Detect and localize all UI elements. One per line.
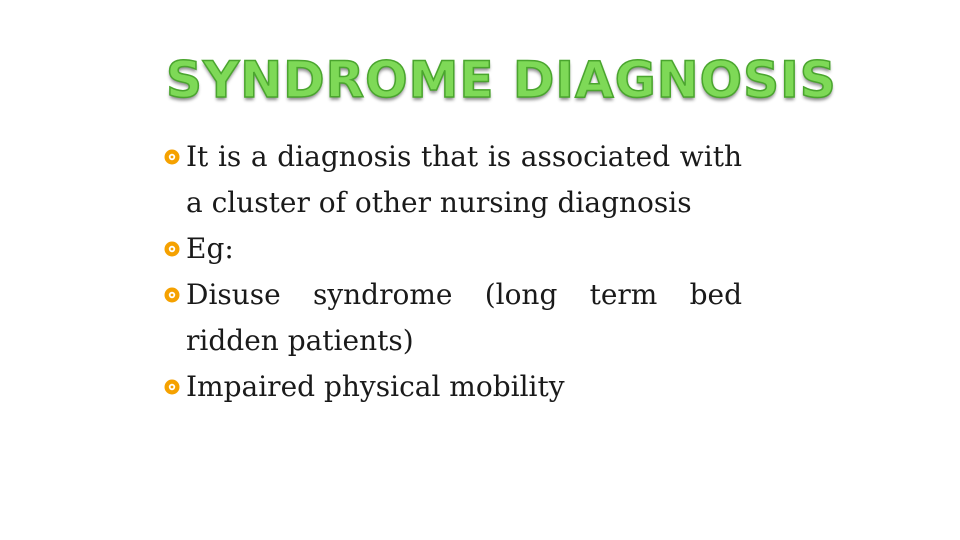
bullet-item xyxy=(164,272,742,364)
orange-gear-bullet-icon xyxy=(164,241,180,257)
bullet-text: Eg: xyxy=(186,232,234,265)
bullet-text: It is a diagnosis that is associated with a cluster of other nursing diagnosis xyxy=(186,140,742,219)
orange-gear-bullet-icon xyxy=(164,379,180,395)
orange-gear-bullet-icon xyxy=(164,287,180,303)
bullet-text: Disuse syndrome (long term bed ridden patients) xyxy=(186,278,742,357)
orange-gear-bullet-icon xyxy=(164,149,180,165)
bullet-text: Impaired physical mobility xyxy=(186,370,565,403)
bullet-list xyxy=(164,134,742,410)
bullet-item xyxy=(164,364,742,410)
slide-title: SYNDROME DIAGNOSIS xyxy=(166,51,837,109)
bullet-item xyxy=(164,226,742,272)
bullet-item xyxy=(164,134,742,226)
